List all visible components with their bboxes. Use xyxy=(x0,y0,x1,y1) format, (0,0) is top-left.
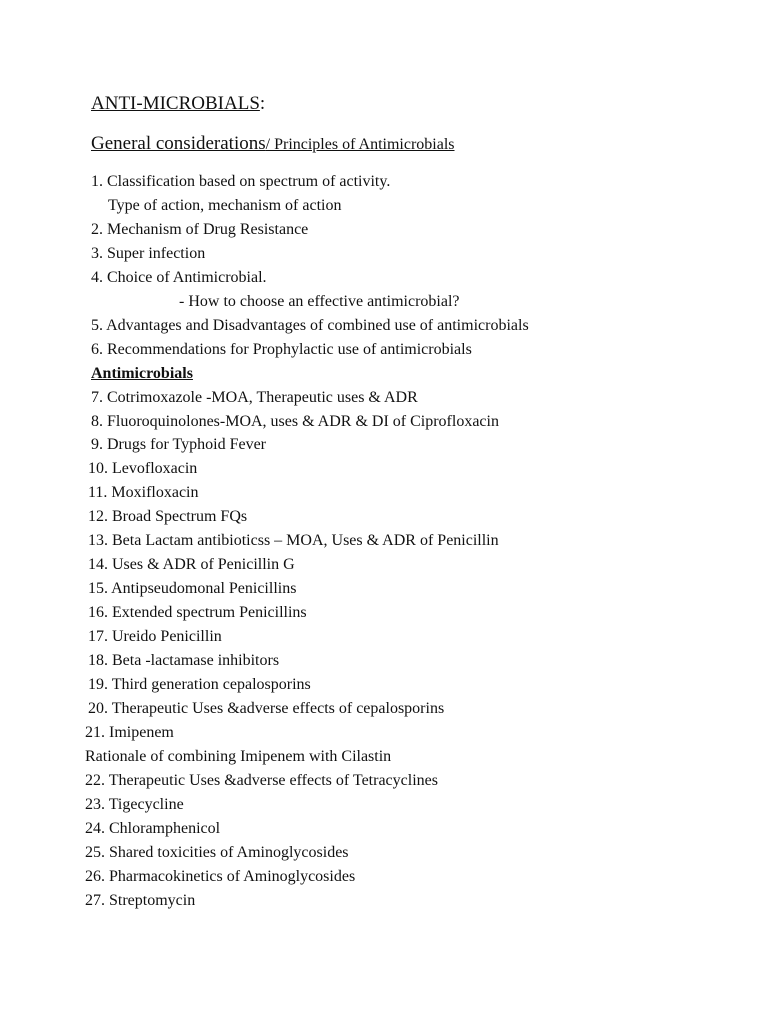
list-item: 23. Tigecycline xyxy=(85,795,184,813)
list-item: 21. Imipenem xyxy=(85,723,174,741)
list-item: 12. Broad Spectrum FQs xyxy=(88,508,248,526)
list-item: 6. Recommendations for Prophylactic use of antimicrobials xyxy=(91,340,472,358)
list-item: 9. Drugs for Typhoid Fever xyxy=(91,436,267,454)
list-item: - How to choose an effective antimicrobial? xyxy=(179,292,460,310)
subheading: Antimicrobials xyxy=(91,364,193,382)
list-item: 19. Third generation cepalosporins xyxy=(88,675,311,693)
section-heading-rest: / Principles of Antimicrobials xyxy=(265,136,455,153)
list-item: 2. Mechanism of Drug Resistance xyxy=(91,220,309,238)
list-item: 15. Antipseudomonal Penicillins xyxy=(88,580,297,598)
section-heading xyxy=(91,132,455,157)
list-item: Type of action, mechanism of action xyxy=(108,196,342,214)
list-item: 11. Moxifloxacin xyxy=(88,484,199,502)
list-item: 10. Levofloxacin xyxy=(88,460,198,478)
list-item: 8. Fluoroquinolones-MOA, uses & ADR & DI of Ciprofloxacin xyxy=(91,412,499,430)
page-title-text: ANTI-MICROBIALS xyxy=(91,93,260,114)
page-title-colon: : xyxy=(259,93,266,114)
list-item: 14. Uses & ADR of Penicillin G xyxy=(88,556,295,574)
list-item: 3. Super infection xyxy=(91,244,206,262)
list-item: 17. Ureido Penicillin xyxy=(88,628,222,646)
list-item: 18. Beta -lactamase inhibitors xyxy=(88,652,280,669)
page-title xyxy=(91,92,265,116)
list-item: 26. Pharmacokinetics of Aminoglycosides xyxy=(85,867,356,885)
list-item: 24. Chloramphenicol xyxy=(85,819,221,837)
list-item: 27. Streptomycin xyxy=(85,891,196,909)
list-item: 4. Choice of Antimicrobial. xyxy=(91,268,267,286)
list-item: 20. Therapeutic Uses &adverse effects of cepalosporins xyxy=(88,699,445,717)
list-item: 1. Classification based on spectrum of activity. xyxy=(91,173,391,190)
list-item: 16. Extended spectrum Penicillins xyxy=(88,604,307,622)
list-item: 22. Therapeutic Uses &adverse effects of Tetracyclines xyxy=(85,771,438,789)
list-item: 25. Shared toxicities of Aminoglycosides xyxy=(85,843,349,861)
list-item: 5. Advantages and Disadvantages of combined use of antimicrobials xyxy=(91,316,529,334)
section-heading-main: General considerations xyxy=(91,133,266,154)
list-item: 7. Cotrimoxazole -MOA, Therapeutic uses & ADR xyxy=(91,388,418,406)
list-item: 13. Beta Lactam antibioticss – MOA, Uses & ADR of Penicillin xyxy=(88,532,499,550)
list-item: Rationale of combining Imipenem with Cilastin xyxy=(85,747,392,765)
